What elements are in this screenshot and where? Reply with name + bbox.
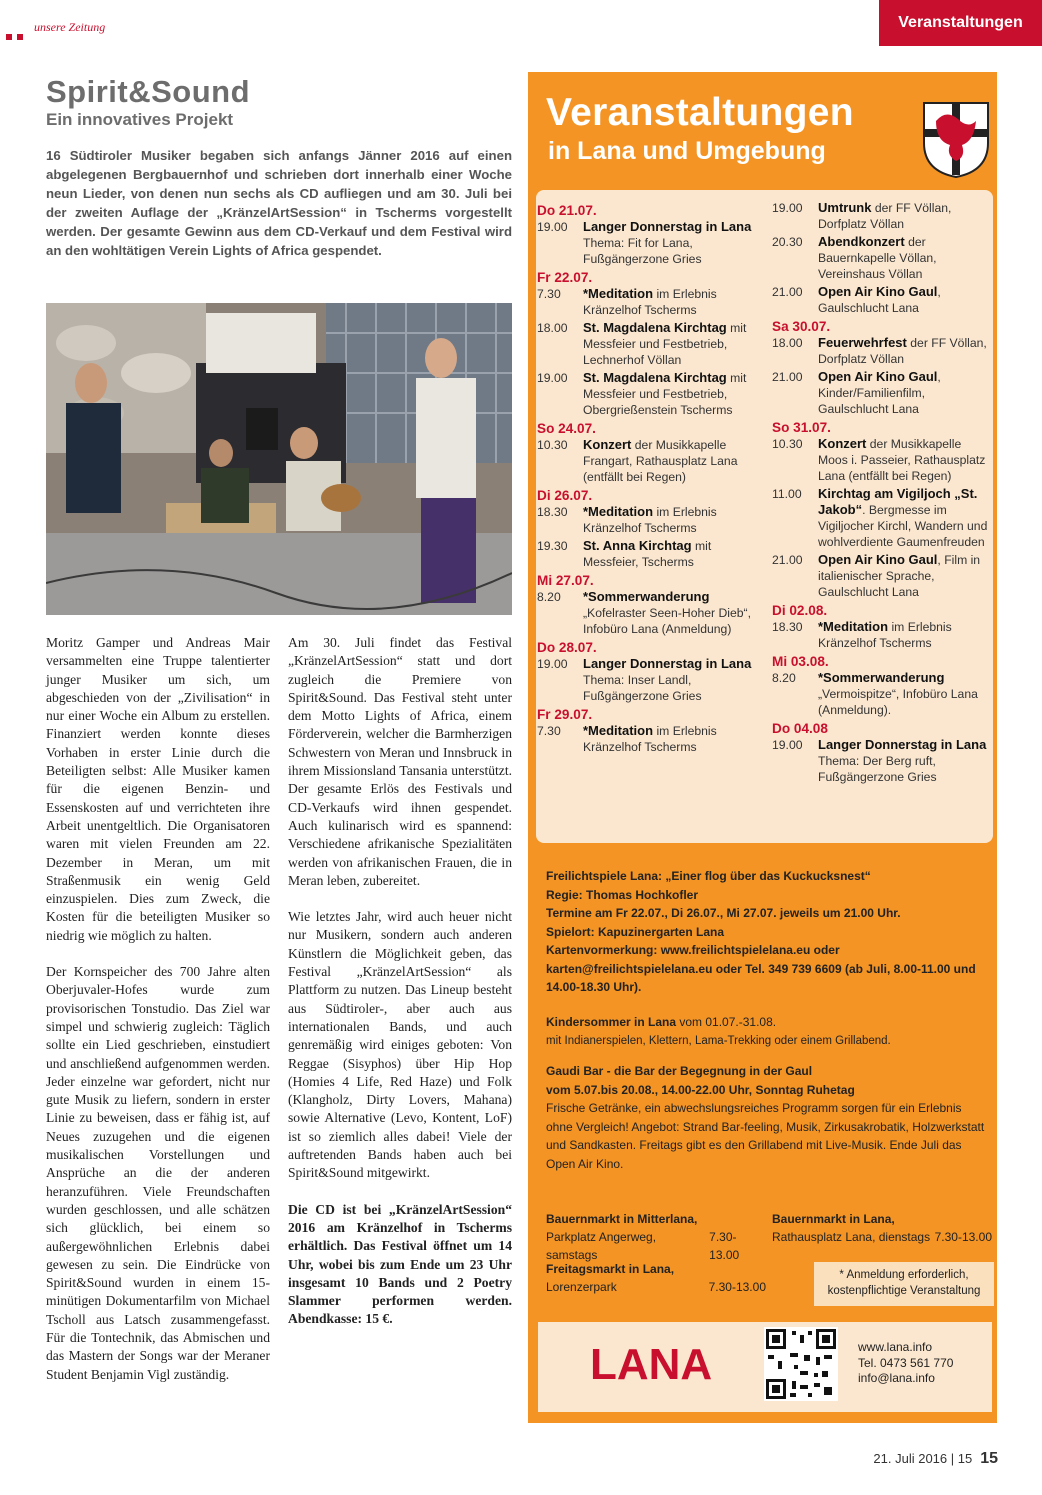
event-name: *Meditation [818, 619, 889, 634]
event-time: 21.00 [772, 285, 803, 299]
event-name: *Sommerwanderung [583, 589, 710, 604]
event-time: 10.30 [772, 437, 803, 451]
event-description [818, 619, 990, 651]
market-item: Freitagsmarkt in Lana, Lorenzerpark 7.30-13.00 [546, 1262, 766, 1294]
event-item [772, 369, 990, 417]
event-time: 19.00 [537, 371, 568, 385]
event-time: 18.30 [772, 620, 803, 634]
event-details: mit Messfeier und Festbetrieb, Obergrießenstein Tscherms [583, 371, 747, 417]
gaudi-bar-info: Gaudi Bar - die Bar der Begegnung in der Gaul vom 5.07.bis 20.08., 14.00-22.00 Uhr, Sonntag Ruhetag Frische Getränke, ein abwechslungsreiches Programm sorgen für ein Erlebnis ohne Vergleich! Angebot: Strand Bar-feeling, Musik, Zirkusakrobatik, Holzwerkstatt und Sandkasten. Freitags gibt es den Grillabend mit Live-Musik. Ende Juli das Open Air Kino. [546, 1064, 985, 1171]
issue-date: 21. Juli 2016 | 15 [873, 1451, 973, 1466]
event-item [772, 486, 990, 550]
event-name: Feuerwehrfest [818, 335, 907, 350]
event-details: „Vermoispitze“, Infobüro Lana (Anmeldung). [818, 687, 978, 717]
event-description [818, 436, 990, 484]
event-name: Langer Donnerstag in Lana [583, 656, 752, 671]
lana-logo: LANA [590, 1340, 713, 1389]
event-day-heading: Sa 30.07. [772, 319, 831, 334]
article-subtitle: Ein innovatives Projekt [46, 110, 234, 129]
event-description [583, 538, 755, 570]
event-description: Open Air Kino Gaul, Film in italienischer Sprache, Gaulschlucht Lana [818, 552, 981, 599]
header-dots [6, 27, 28, 45]
event-details: „Kofelraster Seen-Hoher Dieb“, Infobüro Lana (Anmeldung) [583, 606, 751, 636]
events-subtitle: in Lana und Umgebung [548, 137, 826, 165]
event-name: St. Magdalena Kirchtag [583, 370, 727, 385]
event-day-heading: Do 21.07. [537, 203, 597, 218]
event-description [583, 437, 755, 485]
event-description [818, 200, 990, 232]
article-paragraph: Am 30. Juli findet das Festival „KränzelArtSession“ statt und dort zugleich die Premiere von Spirit&Sound. Das Festival steht unter dem Motto Lights of Africa, einem Förderverein, welcher die Barmherzigen Schwestern von Meran und Innsbruck in ihrem Missionsland Tansania unterstützt. Der gesamte Erlös des Festivals und CD-Verkaufs wird ihnen gespendet. Auch kulinarisch wird es spannend: Verschiedene afrikanische Spezialitäten werden von afrikanischen Frauen, die in Meran leben, zubereitet. [288, 635, 512, 888]
event-description [818, 737, 990, 785]
event-time: 7.30 [537, 724, 561, 738]
event-details: der Musikkapelle Frangart, Rathausplatz Lana (entfällt bei Regen) [583, 438, 738, 484]
event-item [772, 619, 990, 651]
event-details: mit Messfeier, Tscherms [583, 539, 712, 569]
event-item [772, 284, 990, 316]
event-name: *Meditation [583, 504, 654, 519]
event-name: *Sommerwanderung [818, 670, 945, 685]
event-item [772, 670, 990, 718]
event-time: 19.00 [537, 657, 568, 671]
event-item [772, 737, 990, 785]
event-name: Langer Donnerstag in Lana [818, 737, 987, 752]
page-footer [873, 1450, 998, 1468]
article-column-2 [288, 634, 512, 1347]
event-details: Bergmesse im Vigiljocher Kirchl, Wandern und wohlverdiente Gaumenfreuden [818, 503, 988, 549]
event-description [583, 723, 755, 755]
event-item [537, 286, 755, 318]
event-details: der FF Völlan, Dorfplatz Völlan [818, 336, 987, 366]
lana-contact-details [858, 1340, 953, 1387]
event-item [772, 200, 990, 232]
article-column-1 [46, 634, 270, 1402]
event-time: 18.00 [772, 336, 803, 350]
event-day-heading: So 31.07. [772, 420, 831, 435]
event-details: der Bauernkapelle Völlan, Vereinshaus Völlan [818, 235, 937, 281]
event-day-heading: Do 04.08 [772, 721, 828, 736]
event-name: Open Air Kino Gaul [818, 369, 938, 384]
section-tab: Veranstaltungen [879, 0, 1042, 46]
lana-website-link[interactable]: www.lana.info [858, 1340, 933, 1354]
event-time: 19.00 [537, 220, 568, 234]
event-time: 8.20 [772, 671, 796, 685]
event-details: im Erlebnis Kränzelhof Tscherms [583, 287, 717, 317]
event-description: Kirchtag am Vigiljoch „St. Jakob“. Bergmesse im Vigiljocher Kirchl, Wandern und wohlverdiente Gaumenfreuden [818, 486, 988, 549]
event-name: Kirchtag am Vigiljoch „St. Jakob“ [818, 486, 978, 517]
event-time: 20.30 [772, 235, 803, 249]
lana-coat-of-arms-icon [922, 101, 990, 179]
event-details: Thema: Inser Landl, Fußgängerzone Gries [583, 673, 702, 703]
event-item [537, 589, 755, 637]
event-description: Open Air Kino Gaul, Gaulschlucht Lana [818, 284, 941, 315]
event-details: der Musikkapelle Moos i. Passeier, Rathausplatz Lana (entfällt bei Regen) [818, 437, 986, 483]
freilichtspiele-info: Freilichtspiele Lana: „Einer flog über das Kuckucksnest“ Regie: Thomas Hochkofler Termine am Fr 22.07., Di 26.07., Mi 27.07. jeweils um 21.00 Uhr. Spielort: Kapuzinergarten Lana Kartenvormerkung: www.freilichtspielelana.eu oder karten@freilichtspielelana.eu oder Tel. 349 739 6609 (ab Juli, 8.00-11.00 und 14.00-18.30 Uhr). [546, 869, 976, 994]
event-description [583, 504, 755, 536]
event-time: 10.30 [537, 438, 568, 452]
event-name: Konzert [583, 437, 632, 452]
events-column-left [537, 200, 755, 757]
article-paragraph: Moritz Gamper und Andreas Mair versammelten eine Truppe talentierter junger Musiker um sich, um abgeschieden von der „Zivilisation“ in nur einer Woche ein Album zu erstellen. Finanziert werden konnte dieses Vorhaben in erster Linie durch die Beteiligten selbst: Alle Musiker kamen für die eigenen Benzin- und Essenskosten auf und verrichteten ihre Arbeit unentgeltlich. Die Organisatoren waren mit vielen Freunden am 22. Dezember in Meran, um mit Straßenmusik ein wenig Geld einzuspielen. Dies zum Zweck, die Kosten für die beteiligten Musiker so niedrig wie möglich zu halten. [46, 635, 270, 943]
event-description [818, 335, 990, 367]
event-time: 21.00 [772, 553, 803, 567]
event-item [772, 552, 990, 600]
event-name: Open Air Kino Gaul [818, 284, 938, 299]
event-time: 18.00 [537, 321, 568, 335]
event-day-heading: Do 28.07. [537, 640, 597, 655]
events-column-right [772, 200, 990, 787]
event-time: 21.00 [772, 370, 803, 384]
event-description: Open Air Kino Gaul, Kinder/Familienfilm, Gaulschlucht Lana [818, 369, 941, 416]
event-time: 19.30 [537, 539, 568, 553]
publication-name: unsere Zeitung [34, 20, 106, 34]
event-description [818, 234, 990, 282]
event-name: St. Anna Kirchtag [583, 538, 692, 553]
event-name: Open Air Kino Gaul [818, 552, 938, 567]
lana-email-link[interactable]: info@lana.info [858, 1371, 935, 1385]
event-description [583, 286, 755, 318]
page-number: 15 [980, 1450, 998, 1467]
article-paragraph: Der Kornspeicher des 700 Jahre alten Oberjuvaler-Hofes wurde zum provisorischen Tonstudio. Das Ziel war simpel und schwierig zugleich: Täglich sollte ein Lied geschrieben, einstudiert und anschließend aufgenommen werden. Jeder einzelne war gefordert, nicht nur gute Musik zu liefern, sondern in erster Linie zu beweisen, dass er fähig ist, auf Neues zuzugehen und die eigenen musikalischen Vorstellungen und Ansprüche an die der anderen heranzuführen. Viele Freundschaften wurden geschlossen, und alle schätzen sich glücklich, bei einem so außergewöhnlichen Erlebnis dabei gewesen zu sein. Die Eindrücke von Spirit&Sound wurden in einem 15-minütigen Dokumentarfilm von Michael Tscholl aus Latsch zusammengefasst. Für die Tontechnik, das Abmischen und das Mastern der Songs war der Meraner Student Benjamin Vigl zuständig. [46, 964, 270, 1382]
event-name: Abendkonzert [818, 234, 905, 249]
event-item [537, 656, 755, 704]
event-description [583, 589, 755, 637]
event-item [537, 437, 755, 485]
event-day-heading: Fr 22.07. [537, 270, 593, 285]
kindersommer-info: Kindersommer in Lana vom 01.07.-31.08. mit Indianerspielen, Klettern, Lama-Trekking oder einem Grillabend. [546, 1015, 891, 1047]
lana-phone: Tel. 0473 561 770 [858, 1355, 954, 1370]
event-name: Langer Donnerstag in Lana [583, 219, 752, 234]
event-details: Thema: Fit for Lana, Fußgängerzone Gries [583, 236, 702, 266]
event-description [583, 320, 755, 368]
event-day-heading: Mi 27.07. [537, 573, 594, 588]
event-time: 19.00 [772, 201, 803, 215]
event-name: St. Magdalena Kirchtag [583, 320, 727, 335]
event-name: *Meditation [583, 286, 654, 301]
event-name: *Meditation [583, 723, 654, 738]
event-description [583, 219, 755, 267]
events-title: Veranstaltungen [546, 91, 854, 134]
event-item [537, 538, 755, 570]
registration-note: * Anmeldung erforderlich, kostenpflichtige Veranstaltung [814, 1262, 994, 1306]
event-description [818, 670, 990, 718]
article-title: Spirit&Sound [46, 74, 251, 109]
event-item [537, 723, 755, 755]
event-time: 18.30 [537, 505, 568, 519]
event-details: Film in italienischer Sprache, Gaulschlucht Lana [818, 553, 981, 599]
event-time: 11.00 [772, 487, 802, 501]
event-day-heading: Fr 29.07. [537, 707, 593, 722]
event-description [583, 656, 755, 704]
event-details: Kinder/Familienfilm, Gaulschlucht Lana [818, 386, 926, 416]
event-time: 19.00 [772, 738, 803, 752]
event-item [537, 219, 755, 267]
event-item [537, 320, 755, 368]
qr-code-icon[interactable] [764, 1327, 838, 1401]
market-item: Bauernmarkt in Mitterlana, Parkplatz Angerweg, samstags 7.30-13.00 [546, 1212, 740, 1262]
event-time: 7.30 [537, 287, 561, 301]
event-details: im Erlebnis Kränzelhof Tscherms [818, 620, 952, 650]
musicians-photo [46, 303, 512, 615]
event-item [537, 370, 755, 418]
event-details: im Erlebnis Kränzelhof Tscherms [583, 505, 717, 535]
event-details: Thema: Der Berg ruft, Fußgängerzone Gries [818, 754, 937, 784]
event-name: Konzert [818, 436, 867, 451]
event-day-heading: Mi 03.08. [772, 654, 829, 669]
event-item [772, 436, 990, 484]
article-paragraph: Wie letztes Jahr, wird auch heuer nicht nur Musikern, sondern auch anderen Künstlern die Möglichkeit geben, das Festival „KränzelArtSession“ als Plattform zu nutzen. Das Lineup besteht aus Südtiroler-, aber auch aus internationalen Bands, und auch genremäßig wird einiges geboten: Von Reggae (Sisyphos) über Hip Hop (Homies 4 Life, Red Haze) und Folk (Klangholz, Dirty Lovers, Mahana) sowie Alternative (Levo, Kontent, LoF) ist so ziemlich alles dabei! Viele der auftretenden Bands haben auch bei Spirit&Sound mitgewirkt. [288, 909, 512, 1181]
event-details: der FF Völlan, Dorfplatz Völlan [818, 201, 952, 231]
event-day-heading: Di 02.08. [772, 603, 828, 618]
event-description [583, 370, 755, 418]
article-closing: Die CD ist bei „KränzelArtSession“ 2016 am Kränzelhof in Tscherms erhältlich. Das Festival öffnet um 14 Uhr, wobei bis zum Ende um 23 Uhr insgesamt 10 Bands und 2 Poetry Slammer performen werden. Abendkasse: 15 €. [288, 1201, 512, 1327]
event-item [537, 504, 755, 536]
event-details: im Erlebnis Kränzelhof Tscherms [583, 724, 717, 754]
event-time: 8.20 [537, 590, 561, 604]
event-name: Umtrunk [818, 200, 872, 215]
event-day-heading: So 24.07. [537, 421, 596, 436]
event-item [772, 234, 990, 282]
article-lead: 16 Südtiroler Musiker begaben sich anfangs Jänner 2016 auf einen abgelegenen Bergbauernhof und schrieben dort innerhalb einer Woche neun Lieder, von denen nun sechs als CD aufliegen und am 30. Juli bei der zweiten Auflage der „KränzelArtSession“ in Tscherms vorgestellt werden. Der gesamte Gewinn aus dem CD-Verkauf und dem Festival wird an den wohltätigen Verein Lights of Africa gespendet. [46, 148, 512, 258]
event-details: Gaulschlucht Lana [818, 301, 919, 315]
market-item: Bauernmarkt in Lana, Rathausplatz Lana, dienstags 7.30-13.00 [772, 1212, 992, 1244]
event-item [772, 335, 990, 367]
event-details: mit Messfeier und Festbetrieb, Lechnerhof Völlan [583, 321, 747, 367]
event-day-heading: Di 26.07. [537, 488, 593, 503]
